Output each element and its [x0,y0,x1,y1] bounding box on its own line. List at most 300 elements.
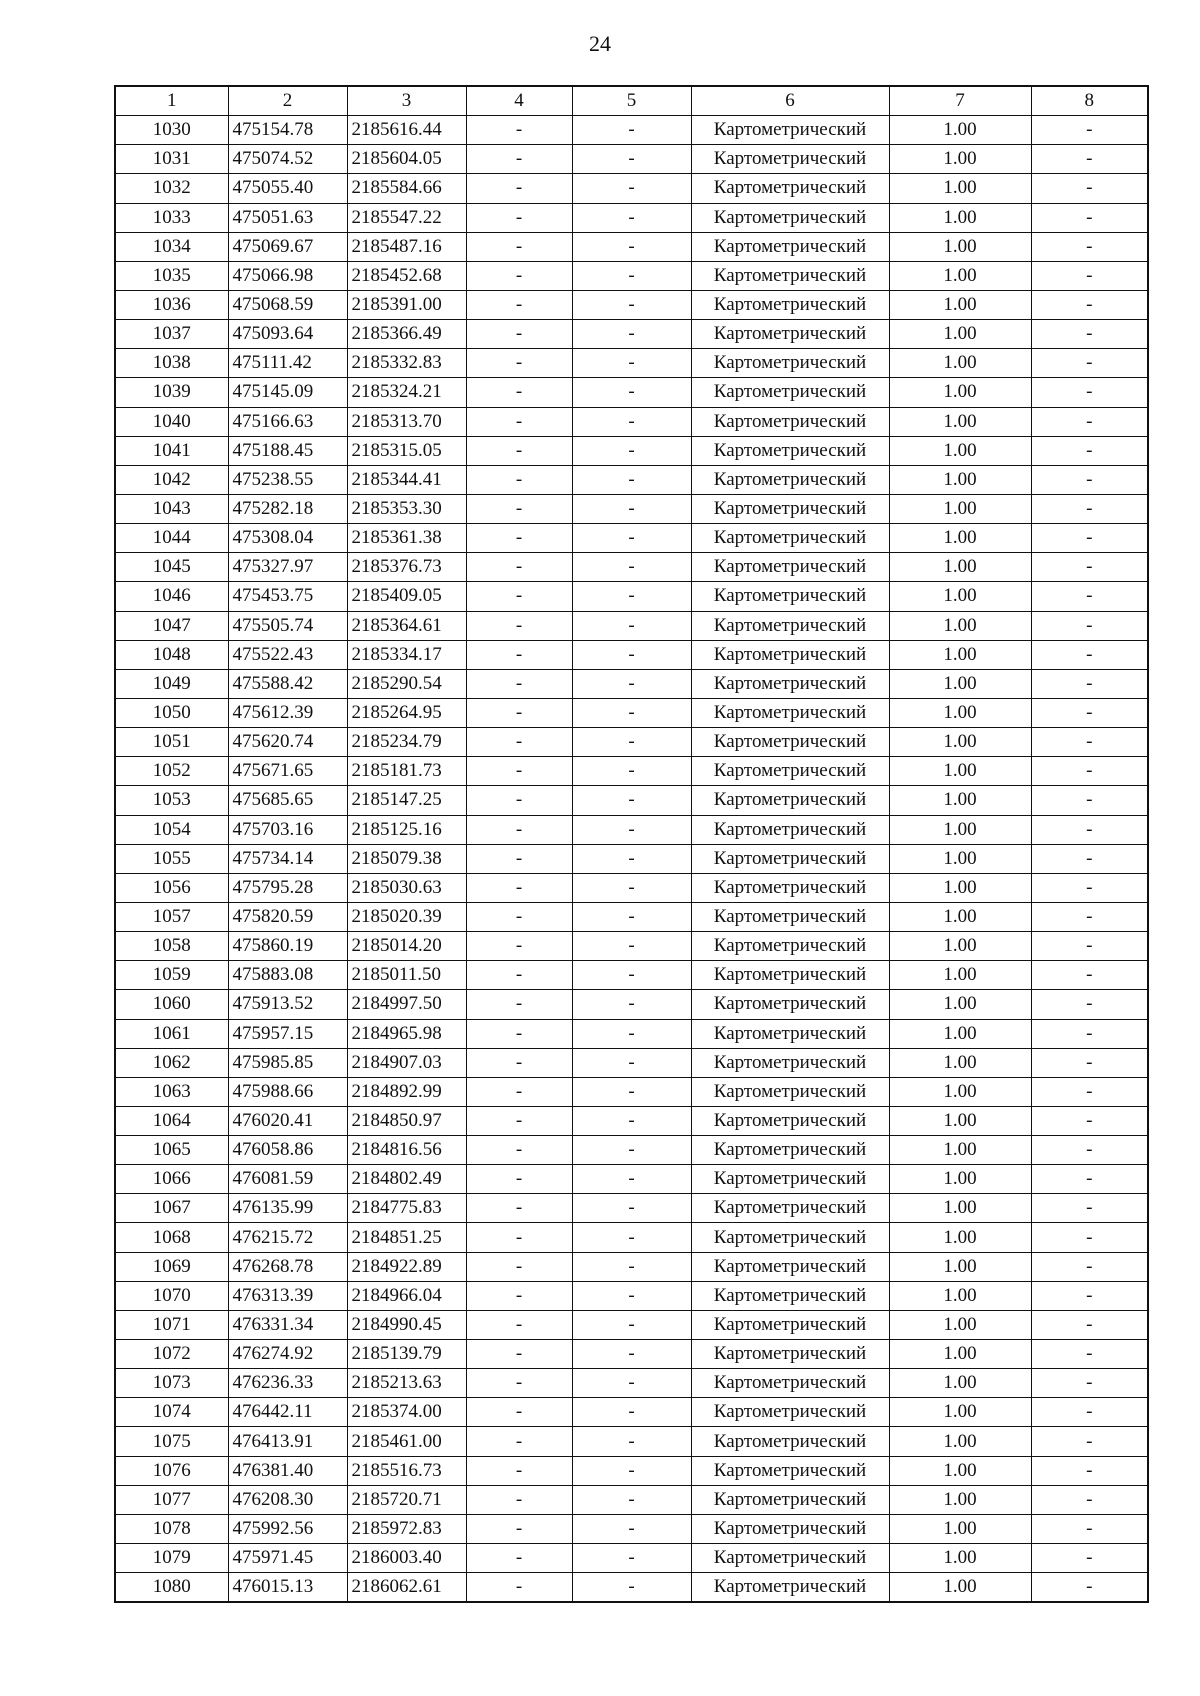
point-number-cell: 1055 [115,844,228,873]
column-4-cell: - [466,757,572,786]
column-4-cell: - [466,728,572,757]
point-number-cell: 1040 [115,407,228,436]
y-coordinate-cell: 2185366.49 [347,320,466,349]
column-5-cell: - [572,1048,691,1077]
x-coordinate-cell: 475957.15 [228,1019,347,1048]
y-coordinate-cell: 2185313.70 [347,407,466,436]
column-5-cell: - [572,553,691,582]
column-5-cell: - [572,1369,691,1398]
y-coordinate-cell: 2185604.05 [347,145,466,174]
table-row [115,232,1148,261]
x-coordinate-cell: 475308.04 [228,524,347,553]
method-cell: Картометрический [691,465,889,494]
accuracy-cell: 1.00 [889,1106,1031,1135]
table-row [115,116,1148,145]
method-cell: Картометрический [691,116,889,145]
column-4-cell: - [466,436,572,465]
table-row [115,611,1148,640]
y-coordinate-cell: 2184892.99 [347,1077,466,1106]
accuracy-cell: 1.00 [889,174,1031,203]
accuracy-cell: 1.00 [889,582,1031,611]
column-8-cell: - [1031,786,1148,815]
accuracy-cell: 1.00 [889,698,1031,727]
y-coordinate-cell: 2186062.61 [347,1573,466,1603]
accuracy-cell: 1.00 [889,494,1031,523]
column-8-cell: - [1031,698,1148,727]
table-row [115,902,1148,931]
accuracy-cell: 1.00 [889,1310,1031,1339]
y-coordinate-cell: 2184997.50 [347,990,466,1019]
column-5-cell: - [572,349,691,378]
table-row [115,669,1148,698]
column-8-cell: - [1031,174,1148,203]
y-coordinate-cell: 2184922.89 [347,1252,466,1281]
column-5-cell: - [572,290,691,319]
y-coordinate-cell: 2185409.05 [347,582,466,611]
y-coordinate-cell: 2185344.41 [347,465,466,494]
table-row [115,320,1148,349]
point-number-cell: 1053 [115,786,228,815]
column-8-cell: - [1031,232,1148,261]
column-header-2: 2 [228,86,347,116]
table-row [115,1106,1148,1135]
point-number-cell: 1060 [115,990,228,1019]
method-cell: Картометрический [691,582,889,611]
accuracy-cell: 1.00 [889,611,1031,640]
table-row [115,582,1148,611]
method-cell: Картометрический [691,961,889,990]
point-number-cell: 1045 [115,553,228,582]
x-coordinate-cell: 475588.42 [228,669,347,698]
y-coordinate-cell: 2185452.68 [347,261,466,290]
accuracy-cell: 1.00 [889,815,1031,844]
column-8-cell: - [1031,1398,1148,1427]
table-row [115,494,1148,523]
x-coordinate-cell: 476020.41 [228,1106,347,1135]
column-5-cell: - [572,990,691,1019]
accuracy-cell: 1.00 [889,1485,1031,1514]
accuracy-cell: 1.00 [889,232,1031,261]
column-5-cell: - [572,902,691,931]
accuracy-cell: 1.00 [889,1340,1031,1369]
method-cell: Картометрический [691,873,889,902]
column-8-cell: - [1031,1427,1148,1456]
column-4-cell: - [466,1398,572,1427]
table-row [115,961,1148,990]
x-coordinate-cell: 475327.97 [228,553,347,582]
column-5-cell: - [572,1136,691,1165]
column-5-cell: - [572,1077,691,1106]
x-coordinate-cell: 475620.74 [228,728,347,757]
column-4-cell: - [466,232,572,261]
y-coordinate-cell: 2184851.25 [347,1223,466,1252]
x-coordinate-cell: 475453.75 [228,582,347,611]
column-8-cell: - [1031,582,1148,611]
column-8-cell: - [1031,524,1148,553]
column-5-cell: - [572,1485,691,1514]
column-8-cell: - [1031,902,1148,931]
point-number-cell: 1063 [115,1077,228,1106]
method-cell: Картометрический [691,1223,889,1252]
method-cell: Картометрический [691,1077,889,1106]
column-header-3: 3 [347,86,466,116]
point-number-cell: 1043 [115,494,228,523]
method-cell: Картометрический [691,1340,889,1369]
accuracy-cell: 1.00 [889,1514,1031,1543]
x-coordinate-cell: 475913.52 [228,990,347,1019]
table-row [115,873,1148,902]
point-number-cell: 1046 [115,582,228,611]
table-row [115,698,1148,727]
x-coordinate-cell: 475883.08 [228,961,347,990]
x-coordinate-cell: 476215.72 [228,1223,347,1252]
method-cell: Картометрический [691,1369,889,1398]
point-number-cell: 1034 [115,232,228,261]
x-coordinate-cell: 475166.63 [228,407,347,436]
method-cell: Картометрический [691,145,889,174]
x-coordinate-cell: 475988.66 [228,1077,347,1106]
column-4-cell: - [466,174,572,203]
column-4-cell: - [466,873,572,902]
method-cell: Картометрический [691,1106,889,1135]
point-number-cell: 1070 [115,1281,228,1310]
column-4-cell: - [466,1136,572,1165]
point-number-cell: 1047 [115,611,228,640]
y-coordinate-cell: 2185332.83 [347,349,466,378]
point-number-cell: 1056 [115,873,228,902]
column-4-cell: - [466,1019,572,1048]
column-8-cell: - [1031,728,1148,757]
column-5-cell: - [572,611,691,640]
table-row [115,436,1148,465]
column-5-cell: - [572,1019,691,1048]
column-8-cell: - [1031,1106,1148,1135]
column-8-cell: - [1031,145,1148,174]
column-8-cell: - [1031,932,1148,961]
table-row [115,1136,1148,1165]
column-8-cell: - [1031,1310,1148,1339]
y-coordinate-cell: 2185213.63 [347,1369,466,1398]
point-number-cell: 1065 [115,1136,228,1165]
table-row [115,757,1148,786]
table-row [115,815,1148,844]
point-number-cell: 1077 [115,1485,228,1514]
point-number-cell: 1039 [115,378,228,407]
column-4-cell: - [466,1048,572,1077]
column-8-cell: - [1031,815,1148,844]
column-8-cell: - [1031,494,1148,523]
column-4-cell: - [466,640,572,669]
accuracy-cell: 1.00 [889,932,1031,961]
column-8-cell: - [1031,1252,1148,1281]
column-5-cell: - [572,1544,691,1573]
column-5-cell: - [572,1573,691,1603]
column-4-cell: - [466,902,572,931]
table-row [115,990,1148,1019]
method-cell: Картометрический [691,1281,889,1310]
accuracy-cell: 1.00 [889,1223,1031,1252]
column-4-cell: - [466,786,572,815]
accuracy-cell: 1.00 [889,1398,1031,1427]
column-4-cell: - [466,349,572,378]
point-number-cell: 1048 [115,640,228,669]
y-coordinate-cell: 2185181.73 [347,757,466,786]
point-number-cell: 1058 [115,932,228,961]
accuracy-cell: 1.00 [889,1136,1031,1165]
column-8-cell: - [1031,436,1148,465]
page-number: 24 [589,31,611,56]
column-4-cell: - [466,990,572,1019]
column-8-cell: - [1031,349,1148,378]
header-row [115,86,1148,116]
x-coordinate-cell: 476313.39 [228,1281,347,1310]
point-number-cell: 1049 [115,669,228,698]
x-coordinate-cell: 475074.52 [228,145,347,174]
column-4-cell: - [466,1427,572,1456]
x-coordinate-cell: 475685.65 [228,786,347,815]
column-5-cell: - [572,174,691,203]
column-header-1: 1 [115,86,228,116]
y-coordinate-cell: 2185334.17 [347,640,466,669]
x-coordinate-cell: 476274.92 [228,1340,347,1369]
accuracy-cell: 1.00 [889,844,1031,873]
method-cell: Картометрический [691,902,889,931]
column-5-cell: - [572,932,691,961]
y-coordinate-cell: 2186003.40 [347,1544,466,1573]
column-8-cell: - [1031,407,1148,436]
column-5-cell: - [572,378,691,407]
column-4-cell: - [466,1077,572,1106]
column-8-cell: - [1031,1485,1148,1514]
column-5-cell: - [572,1106,691,1135]
column-4-cell: - [466,290,572,319]
column-8-cell: - [1031,611,1148,640]
column-4-cell: - [466,116,572,145]
table-row [115,553,1148,582]
table-row [115,1369,1148,1398]
accuracy-cell: 1.00 [889,116,1031,145]
x-coordinate-cell: 475820.59 [228,902,347,931]
y-coordinate-cell: 2185720.71 [347,1485,466,1514]
column-5-cell: - [572,640,691,669]
table-row [115,407,1148,436]
column-8-cell: - [1031,1019,1148,1048]
y-coordinate-cell: 2184966.04 [347,1281,466,1310]
column-header-5: 5 [572,86,691,116]
point-number-cell: 1076 [115,1456,228,1485]
point-number-cell: 1080 [115,1573,228,1603]
column-5-cell: - [572,1514,691,1543]
column-4-cell: - [466,524,572,553]
column-5-cell: - [572,1281,691,1310]
column-5-cell: - [572,524,691,553]
y-coordinate-cell: 2185125.16 [347,815,466,844]
column-4-cell: - [466,1340,572,1369]
method-cell: Картометрический [691,1485,889,1514]
x-coordinate-cell: 475992.56 [228,1514,347,1543]
table-row [115,145,1148,174]
x-coordinate-cell: 476268.78 [228,1252,347,1281]
y-coordinate-cell: 2184990.45 [347,1310,466,1339]
column-4-cell: - [466,553,572,582]
point-number-cell: 1059 [115,961,228,990]
method-cell: Картометрический [691,844,889,873]
column-8-cell: - [1031,320,1148,349]
column-4-cell: - [466,1252,572,1281]
x-coordinate-cell: 475066.98 [228,261,347,290]
column-8-cell: - [1031,1369,1148,1398]
accuracy-cell: 1.00 [889,728,1031,757]
table-row [115,261,1148,290]
column-header-6: 6 [691,86,889,116]
column-8-cell: - [1031,844,1148,873]
method-cell: Картометрический [691,815,889,844]
point-number-cell: 1052 [115,757,228,786]
table-row [115,1340,1148,1369]
column-5-cell: - [572,786,691,815]
x-coordinate-cell: 475111.42 [228,349,347,378]
column-5-cell: - [572,203,691,232]
y-coordinate-cell: 2185972.83 [347,1514,466,1543]
table-row [115,1456,1148,1485]
accuracy-cell: 1.00 [889,1252,1031,1281]
y-coordinate-cell: 2185264.95 [347,698,466,727]
method-cell: Картометрический [691,524,889,553]
x-coordinate-cell: 475703.16 [228,815,347,844]
column-4-cell: - [466,1514,572,1543]
column-5-cell: - [572,1223,691,1252]
column-4-cell: - [466,611,572,640]
column-8-cell: - [1031,1223,1148,1252]
point-number-cell: 1078 [115,1514,228,1543]
column-5-cell: - [572,1194,691,1223]
column-4-cell: - [466,582,572,611]
table-header [115,86,1148,116]
column-8-cell: - [1031,640,1148,669]
accuracy-cell: 1.00 [889,640,1031,669]
point-number-cell: 1051 [115,728,228,757]
x-coordinate-cell: 475282.18 [228,494,347,523]
method-cell: Картометрический [691,640,889,669]
point-number-cell: 1062 [115,1048,228,1077]
point-number-cell: 1033 [115,203,228,232]
x-coordinate-cell: 476381.40 [228,1456,347,1485]
column-5-cell: - [572,1456,691,1485]
y-coordinate-cell: 2184775.83 [347,1194,466,1223]
column-4-cell: - [466,932,572,961]
accuracy-cell: 1.00 [889,757,1031,786]
point-number-cell: 1050 [115,698,228,727]
accuracy-cell: 1.00 [889,902,1031,931]
method-cell: Картометрический [691,1252,889,1281]
point-number-cell: 1037 [115,320,228,349]
y-coordinate-cell: 2185374.00 [347,1398,466,1427]
x-coordinate-cell: 475188.45 [228,436,347,465]
column-8-cell: - [1031,1340,1148,1369]
x-coordinate-cell: 475069.67 [228,232,347,261]
method-cell: Картометрический [691,990,889,1019]
column-8-cell: - [1031,261,1148,290]
column-4-cell: - [466,320,572,349]
point-number-cell: 1067 [115,1194,228,1223]
y-coordinate-cell: 2185364.61 [347,611,466,640]
column-4-cell: - [466,1544,572,1573]
y-coordinate-cell: 2185234.79 [347,728,466,757]
column-4-cell: - [466,494,572,523]
y-coordinate-cell: 2185461.00 [347,1427,466,1456]
table-row [115,524,1148,553]
column-5-cell: - [572,1340,691,1369]
point-number-cell: 1032 [115,174,228,203]
point-number-cell: 1072 [115,1340,228,1369]
y-coordinate-cell: 2184816.56 [347,1136,466,1165]
column-5-cell: - [572,232,691,261]
column-8-cell: - [1031,378,1148,407]
column-8-cell: - [1031,669,1148,698]
column-8-cell: - [1031,553,1148,582]
table-row [115,1573,1148,1603]
table-row [115,640,1148,669]
x-coordinate-cell: 475522.43 [228,640,347,669]
column-4-cell: - [466,698,572,727]
column-8-cell: - [1031,1544,1148,1573]
y-coordinate-cell: 2185616.44 [347,116,466,145]
column-4-cell: - [466,145,572,174]
method-cell: Картометрический [691,698,889,727]
column-5-cell: - [572,1252,691,1281]
x-coordinate-cell: 476015.13 [228,1573,347,1603]
coordinates-table [114,85,1149,1603]
column-5-cell: - [572,407,691,436]
column-8-cell: - [1031,203,1148,232]
accuracy-cell: 1.00 [889,553,1031,582]
method-cell: Картометрический [691,1456,889,1485]
accuracy-cell: 1.00 [889,873,1031,902]
table-row [115,1077,1148,1106]
y-coordinate-cell: 2185011.50 [347,961,466,990]
method-cell: Картометрический [691,728,889,757]
point-number-cell: 1042 [115,465,228,494]
accuracy-cell: 1.00 [889,669,1031,698]
method-cell: Картометрический [691,378,889,407]
y-coordinate-cell: 2185391.00 [347,290,466,319]
method-cell: Картометрический [691,1165,889,1194]
method-cell: Картометрический [691,290,889,319]
column-4-cell: - [466,1281,572,1310]
table-row [115,378,1148,407]
column-4-cell: - [466,1106,572,1135]
method-cell: Картометрический [691,786,889,815]
method-cell: Картометрический [691,611,889,640]
column-5-cell: - [572,669,691,698]
column-5-cell: - [572,844,691,873]
column-5-cell: - [572,698,691,727]
column-5-cell: - [572,728,691,757]
point-number-cell: 1066 [115,1165,228,1194]
y-coordinate-cell: 2184802.49 [347,1165,466,1194]
y-coordinate-cell: 2184850.97 [347,1106,466,1135]
y-coordinate-cell: 2185014.20 [347,932,466,961]
x-coordinate-cell: 476331.34 [228,1310,347,1339]
column-8-cell: - [1031,465,1148,494]
x-coordinate-cell: 475795.28 [228,873,347,902]
point-number-cell: 1057 [115,902,228,931]
column-5-cell: - [572,494,691,523]
column-8-cell: - [1031,1048,1148,1077]
y-coordinate-cell: 2185353.30 [347,494,466,523]
x-coordinate-cell: 476236.33 [228,1369,347,1398]
accuracy-cell: 1.00 [889,1048,1031,1077]
